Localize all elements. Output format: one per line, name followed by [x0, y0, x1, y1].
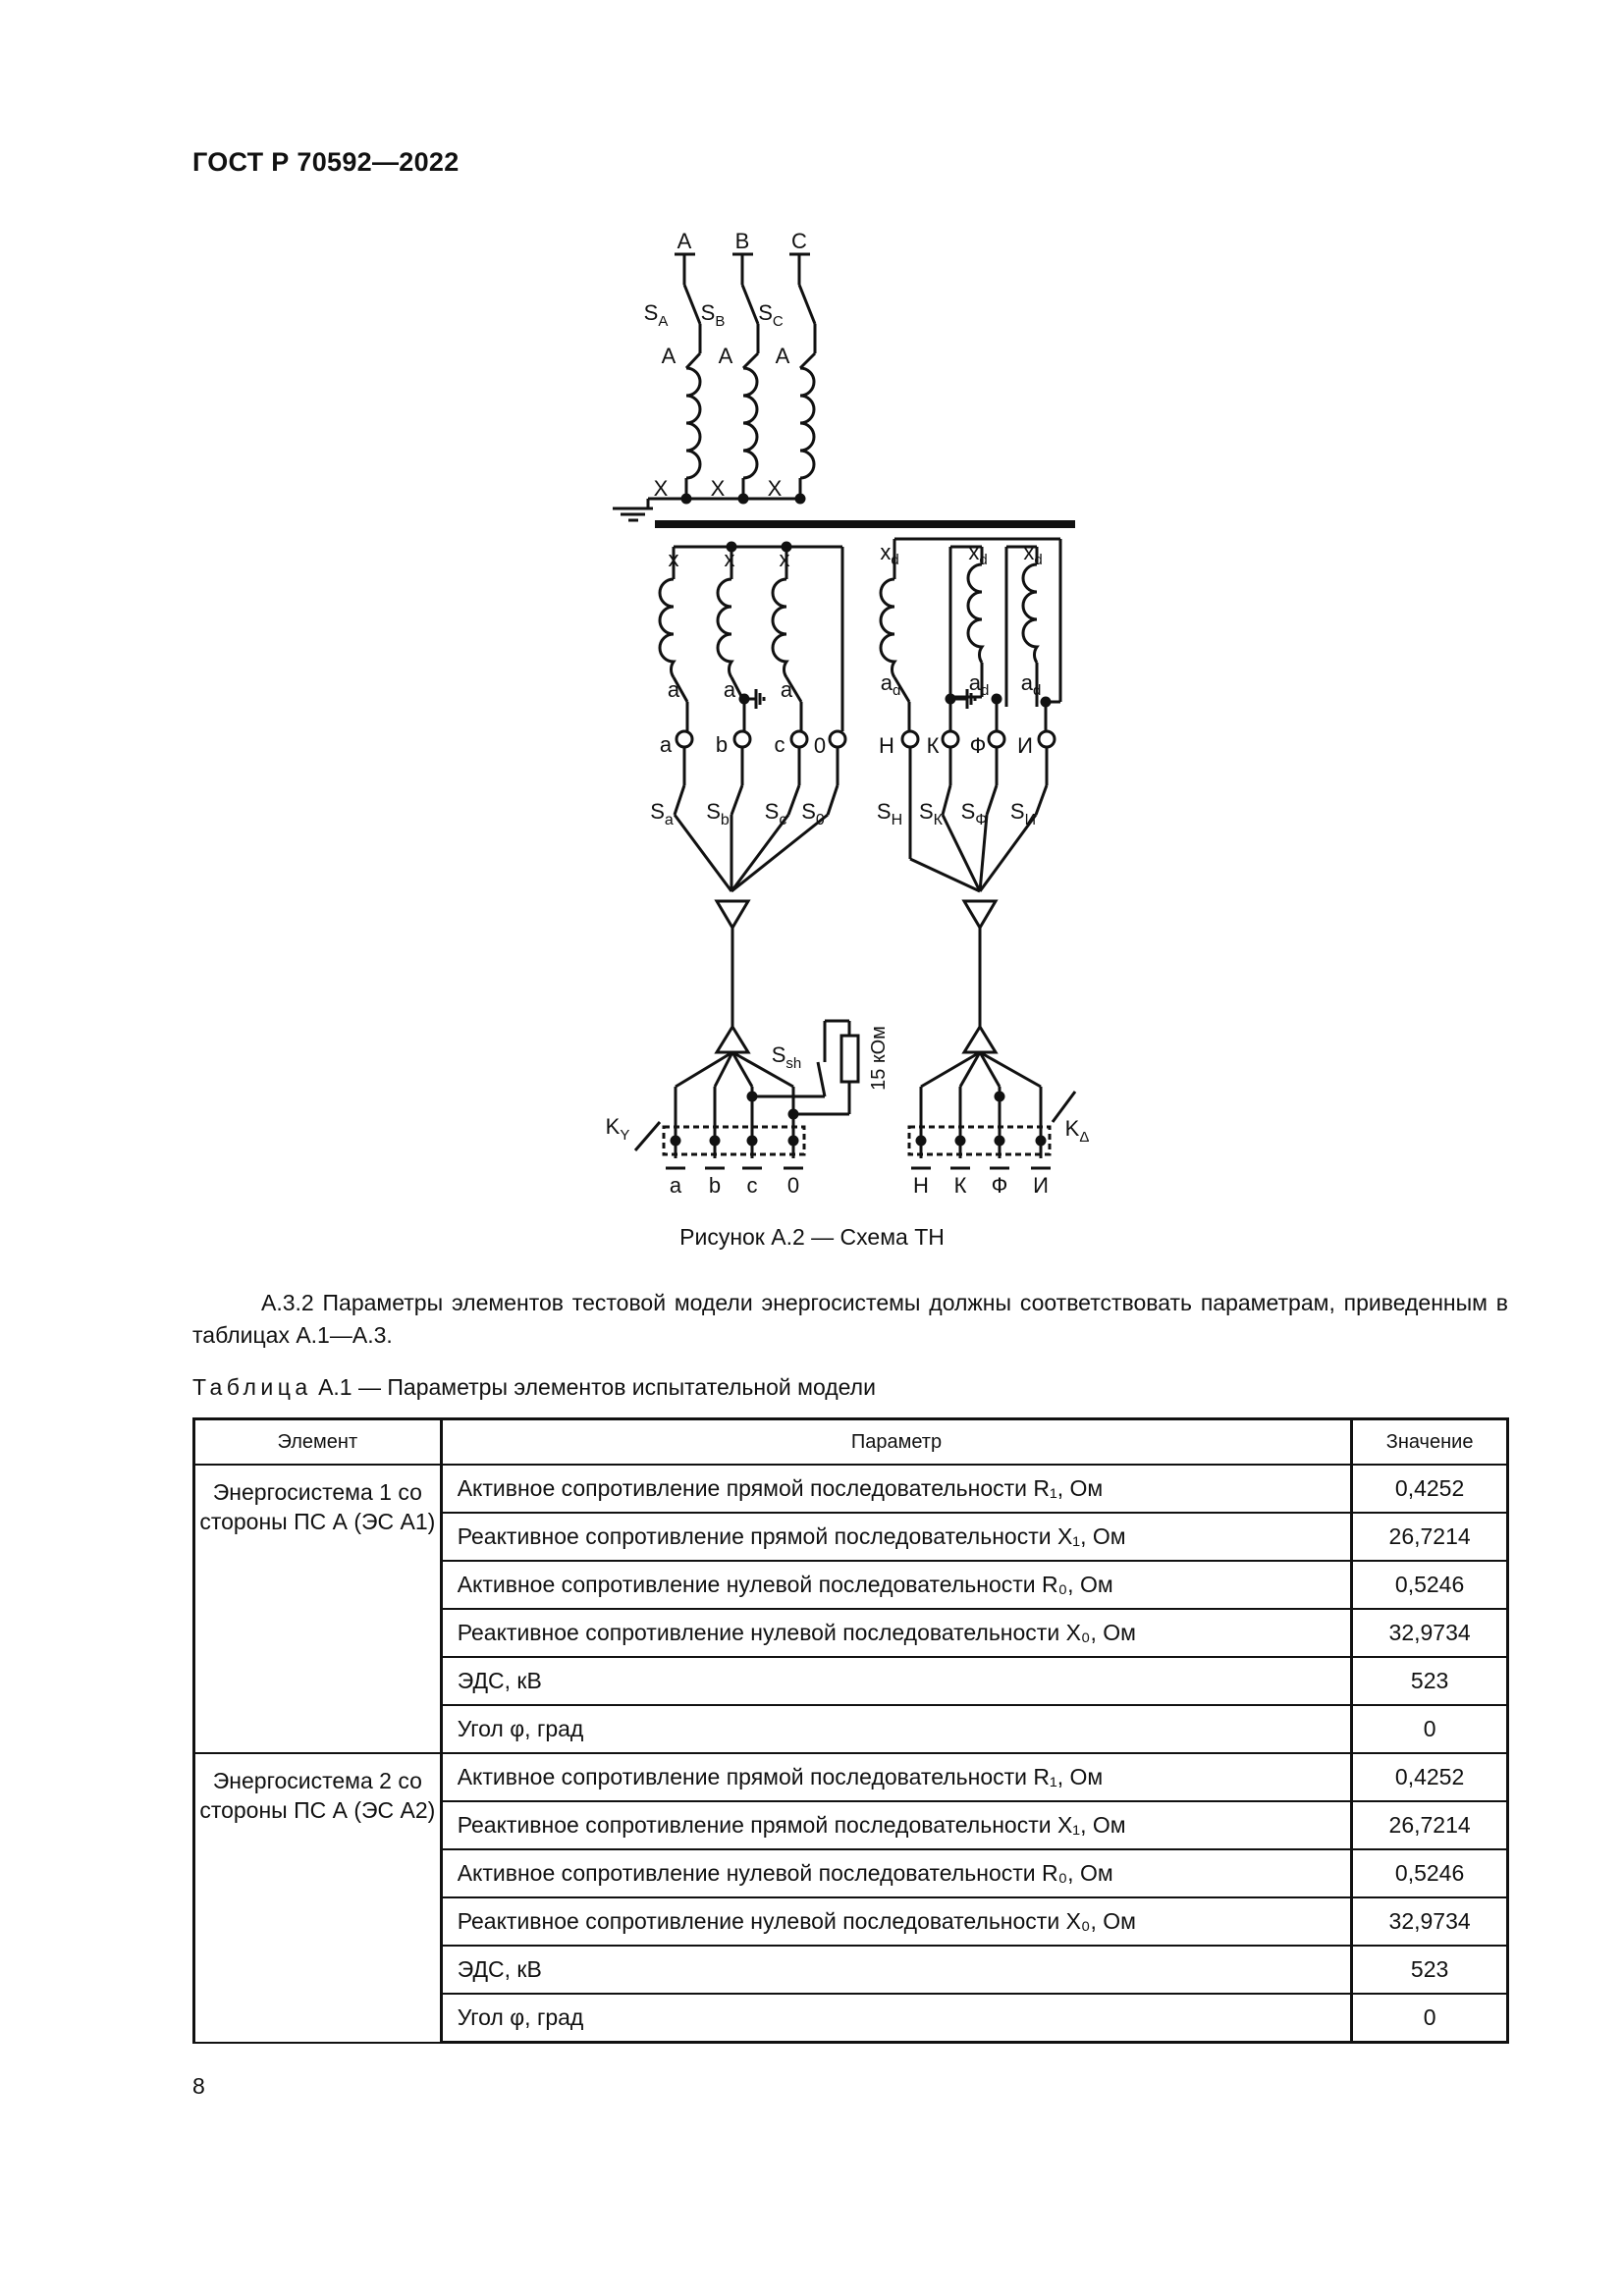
param-cell: ЭДС, кВ	[441, 1657, 1352, 1705]
output-wye-b: b	[708, 1173, 722, 1198]
svg-text:xd	[968, 540, 987, 568]
table-header-row	[194, 1419, 1508, 1466]
od-end-1-sub: d	[892, 682, 901, 699]
wye-terminal-c: c	[774, 732, 785, 757]
k-wye-sub: Y	[620, 1127, 630, 1144]
page-number: 8	[192, 2073, 205, 2099]
vt-circuit-diagram	[589, 221, 1100, 1202]
switch-s-0-sub: 0	[815, 812, 825, 828]
value-cell: 26,7214	[1352, 1801, 1508, 1849]
lv-end-a: a	[667, 677, 680, 702]
param-cell: Угол φ, град	[441, 1705, 1352, 1753]
delta-terminal-i: И	[1017, 733, 1033, 758]
hv-end-b: X	[710, 476, 726, 501]
param-cell: Активное сопротивление нулевой последовательности R₀, Ом	[441, 1561, 1352, 1609]
svg-text:SК	[919, 799, 944, 828]
param-cell: ЭДС, кВ	[441, 1946, 1352, 1994]
switch-s-sh-sub: sh	[785, 1055, 802, 1072]
header-element: Элемент	[194, 1419, 442, 1466]
od-end-2-sub: d	[980, 682, 990, 699]
param-cell: Реактивное сопротивление прямой последовательности X₁, Ом	[441, 1513, 1352, 1561]
output-delta-k: К	[953, 1173, 967, 1198]
body-paragraph: А.3.2 Параметры элементов тестовой модели энергосистемы должны соответствовать параметрам, приведенным в таблицах А.1—А.3.	[192, 1290, 1508, 1348]
output-wye-0: 0	[786, 1173, 800, 1198]
delta-terminal-f: Ф	[969, 733, 987, 758]
svg-text:KΔ	[1065, 1116, 1090, 1146]
value-cell: 0	[1352, 1705, 1508, 1753]
value-cell: 523	[1352, 1946, 1508, 1994]
value-cell: 32,9734	[1352, 1897, 1508, 1946]
header-parameter: Параметр	[441, 1419, 1352, 1466]
table-title-prefix: Таблица	[192, 1374, 312, 1400]
table-row	[194, 1465, 1508, 1513]
switch-s-sh: S	[771, 1042, 786, 1067]
switch-s-0: S	[801, 799, 816, 824]
switch-s-b-sub: b	[720, 812, 730, 828]
header-value: Значение	[1352, 1419, 1508, 1466]
table-title	[192, 1374, 876, 1401]
hv-start-c: A	[775, 344, 790, 368]
value-cell: 0,5246	[1352, 1561, 1508, 1609]
svg-text:SB	[701, 300, 726, 330]
od-start-1-sub: d	[891, 552, 899, 568]
parameters-table	[192, 1417, 1509, 2044]
hv-switch-a-sub: A	[658, 313, 669, 330]
value-cell: 26,7214	[1352, 1513, 1508, 1561]
switch-s-f: S	[960, 799, 976, 824]
param-cell: Реактивное сопротивление нулевой последовательности X₀, Ом	[441, 1897, 1352, 1946]
lv-start-a: x	[668, 547, 679, 571]
od-start-3: x	[1023, 540, 1035, 564]
hv-start-a: A	[661, 344, 677, 368]
k-wye: K	[605, 1114, 621, 1139]
switch-s-f-sub: Ф	[975, 812, 988, 828]
svg-text:xd	[880, 540, 898, 568]
od-end-3: a	[1020, 670, 1033, 695]
switch-s-a-sub: a	[664, 812, 674, 828]
switch-s-n-sub: Н	[891, 812, 903, 828]
switch-s-i: S	[1009, 799, 1025, 824]
svg-text:Sb	[706, 799, 730, 828]
od-end-2: a	[968, 670, 981, 695]
element-cell: Энергосистема 1 со стороны ПС А (ЭС А1)	[194, 1465, 442, 1753]
switch-s-k-sub: К	[933, 812, 944, 828]
wye-terminal-a: a	[659, 732, 673, 757]
lv-start-c: x	[779, 547, 790, 571]
switch-s-b: S	[706, 799, 721, 824]
od-start-1: x	[880, 540, 892, 564]
hv-switch-b-sub: B	[715, 313, 726, 330]
od-start-2: x	[968, 540, 980, 564]
wye-terminal-0: 0	[813, 733, 827, 758]
switch-s-c-sub: c	[779, 812, 787, 828]
document-header: ГОСТ Р 70592—2022	[192, 147, 460, 177]
switch-s-c: S	[764, 799, 780, 824]
svg-text:SA	[644, 300, 669, 330]
value-cell: 523	[1352, 1657, 1508, 1705]
phase-label-a: A	[677, 229, 692, 253]
hv-switch-a: S	[643, 300, 659, 325]
switch-s-k: S	[918, 799, 934, 824]
output-wye-c: c	[746, 1173, 758, 1198]
output-wye-a: a	[669, 1173, 682, 1198]
param-cell: Активное сопротивление нулевой последовательности R₀, Ом	[441, 1849, 1352, 1897]
param-cell: Реактивное сопротивление нулевой последовательности X₀, Ом	[441, 1609, 1352, 1657]
output-delta-f: Ф	[991, 1173, 1008, 1198]
k-delta: K	[1064, 1116, 1080, 1141]
table-row	[194, 1753, 1508, 1801]
phase-label-c: C	[791, 229, 807, 253]
hv-switch-c: S	[758, 300, 773, 325]
hv-end-a: X	[653, 476, 669, 501]
svg-text:Sa	[650, 799, 674, 828]
delta-terminal-n: Н	[879, 733, 894, 758]
lv-start-b: x	[724, 547, 735, 571]
value-cell: 0,5246	[1352, 1849, 1508, 1897]
svg-text:KY	[606, 1114, 630, 1144]
output-delta-n: Н	[913, 1173, 929, 1198]
value-cell: 0,4252	[1352, 1465, 1508, 1513]
value-cell: 32,9734	[1352, 1609, 1508, 1657]
hv-switch-b: S	[700, 300, 716, 325]
param-cell: Активное сопротивление прямой последовательности R₁, Ом	[441, 1753, 1352, 1801]
element-cell: Энергосистема 2 со стороны ПС А (ЭС А2)	[194, 1753, 442, 2043]
value-cell: 0	[1352, 1994, 1508, 2043]
hv-switch-c-sub: C	[772, 313, 784, 330]
delta-terminal-k: К	[926, 733, 940, 758]
hv-end-c: X	[767, 476, 783, 501]
svg-text:S0	[801, 799, 825, 828]
svg-text:xd	[1023, 540, 1042, 568]
od-start-2-sub: d	[979, 552, 988, 568]
od-end-3-sub: d	[1032, 682, 1042, 699]
figure-caption: Рисунок А.2 — Схема ТН	[679, 1224, 945, 1250]
svg-text:SИ	[1010, 799, 1036, 828]
resistor-label: 15 кОм	[868, 1026, 890, 1091]
svg-text:SН	[877, 799, 902, 828]
od-end-1: a	[880, 670, 893, 695]
svg-text:Ssh	[772, 1042, 802, 1072]
param-cell: Активное сопротивление прямой последовательности R₁, Ом	[441, 1465, 1352, 1513]
wye-terminal-b: b	[715, 732, 729, 757]
param-cell: Угол φ, град	[441, 1994, 1352, 2043]
value-cell: 0,4252	[1352, 1753, 1508, 1801]
k-delta-sub: Δ	[1079, 1129, 1090, 1146]
switch-s-n: S	[876, 799, 892, 824]
svg-text:ad	[969, 670, 990, 699]
svg-text:ad	[881, 670, 901, 699]
param-cell: Реактивное сопротивление прямой последовательности X₁, Ом	[441, 1801, 1352, 1849]
lv-end-c: a	[780, 677, 793, 702]
hv-start-b: A	[718, 344, 733, 368]
svg-text:SC	[758, 300, 784, 330]
svg-text:SФ	[961, 799, 988, 828]
od-start-3-sub: d	[1034, 552, 1043, 568]
phase-label-b: B	[734, 229, 750, 253]
switch-s-i-sub: И	[1024, 812, 1037, 828]
switch-s-a: S	[650, 799, 665, 824]
table-title-rest: А.1 — Параметры элементов испытательной модели	[311, 1374, 876, 1400]
svg-text:Sc	[765, 799, 787, 828]
lv-end-b: a	[723, 677, 736, 702]
output-delta-i: И	[1033, 1173, 1049, 1198]
